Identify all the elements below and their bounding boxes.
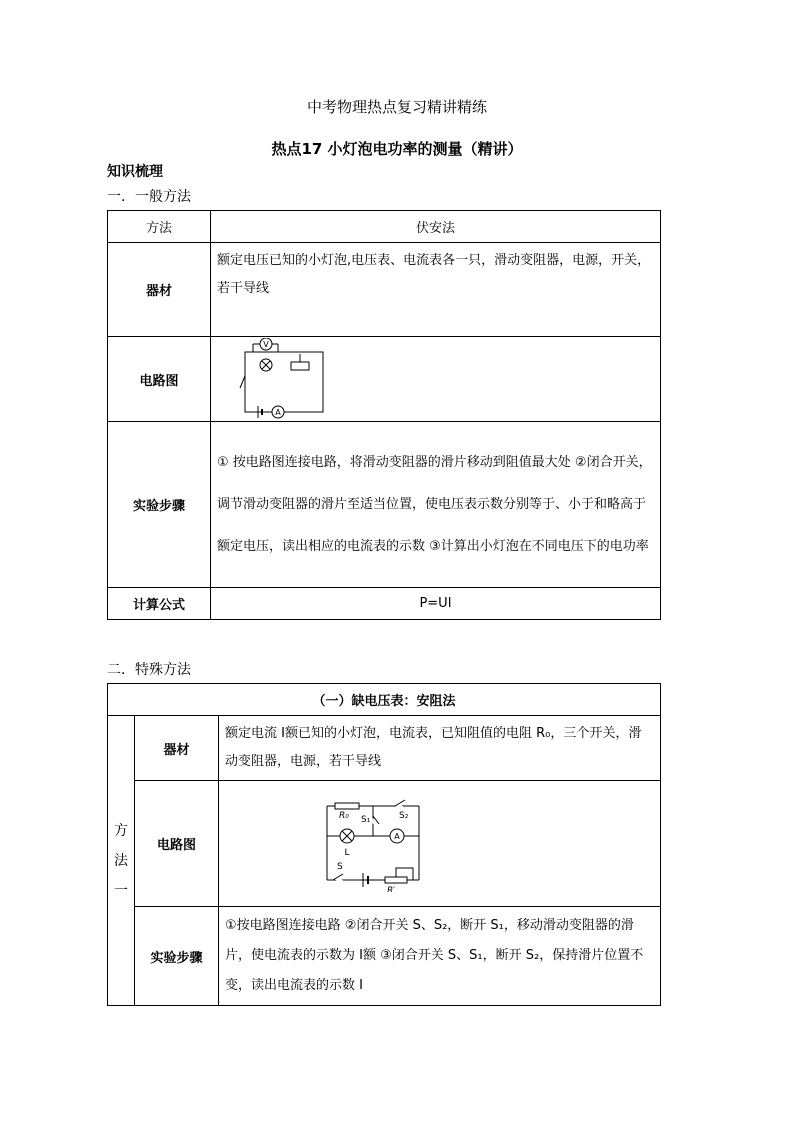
voltammetry-circuit-diagram	[223, 338, 333, 420]
general-method-table	[107, 210, 661, 620]
voltmeter-symbol-label: V	[263, 340, 269, 349]
steps-text-2: ①按电路图连接电路 ②闭合开关 S、S₂，断开 S₁，移动滑动变阻器的滑片，使电流表的示数为 I额 ③闭合开关 S、S₁，断开 S₂，保持滑片位置不变，读出电流表的示数 I	[219, 907, 661, 1006]
header-value-cell: 伏安法	[211, 211, 661, 243]
section-special-heading: 二．特殊方法	[107, 662, 191, 678]
ammeter-symbol-label: A	[275, 408, 281, 417]
rheostat-label: R′	[387, 885, 396, 892]
steps-label: 实验步骤	[108, 422, 211, 588]
steps-text: ① 按电路图连接电路，将滑动变阻器的滑片移动到阻值最大处 ②闭合开关，调节滑动变阻器的滑片至适当位置，使电压表示数分别等于、小于和略高于额定电压，读出相应的电流表的示数 ③计算出小灯泡在不同电压下的电功率	[211, 422, 661, 588]
equipment-label-2: 器材	[135, 716, 219, 781]
ammeter-resistor-circuit-diagram	[317, 796, 429, 892]
switch-s-label: S	[337, 861, 343, 872]
formula-text: P=UI	[211, 588, 661, 620]
document-subtitle: 热点17 小灯泡电功率的测量（精讲）	[271, 140, 523, 158]
formula-label: 计算公式	[108, 588, 211, 620]
s1-label: S₁	[361, 814, 371, 825]
document-title: 中考物理热点复习精讲精练	[306, 98, 487, 116]
section-knowledge-heading: 知识梳理	[107, 164, 163, 180]
lamp-label: L	[344, 847, 350, 858]
r0-label: R₀	[339, 810, 349, 821]
circuit-cell-2	[219, 781, 661, 907]
equipment-text-2: 额定电流 I额已知的小灯泡，电流表，已知阻值的电阻 R₀，三个开关，滑动变阻器，电源，若干导线	[219, 716, 661, 781]
circuit-label: 电路图	[108, 337, 211, 422]
special-method-table	[107, 683, 661, 1006]
ammeter-label-2: A	[394, 831, 400, 841]
ammeter-resistor-method-header: （一）缺电压表：安阻法	[108, 684, 661, 716]
circuit-cell	[211, 337, 661, 422]
method-one-label: 方法一	[108, 716, 135, 1006]
circuit-label-2: 电路图	[135, 781, 219, 907]
header-method-cell: 方法	[108, 211, 211, 243]
equipment-label: 器材	[108, 243, 211, 337]
steps-label-2: 实验步骤	[135, 907, 219, 1006]
section-general-heading: 一．一般方法	[107, 189, 191, 205]
equipment-text: 额定电压已知的小灯泡,电压表、电流表各一只，滑动变阻器，电源，开关，若干导线	[211, 243, 661, 337]
s2-label: S₂	[399, 810, 409, 821]
